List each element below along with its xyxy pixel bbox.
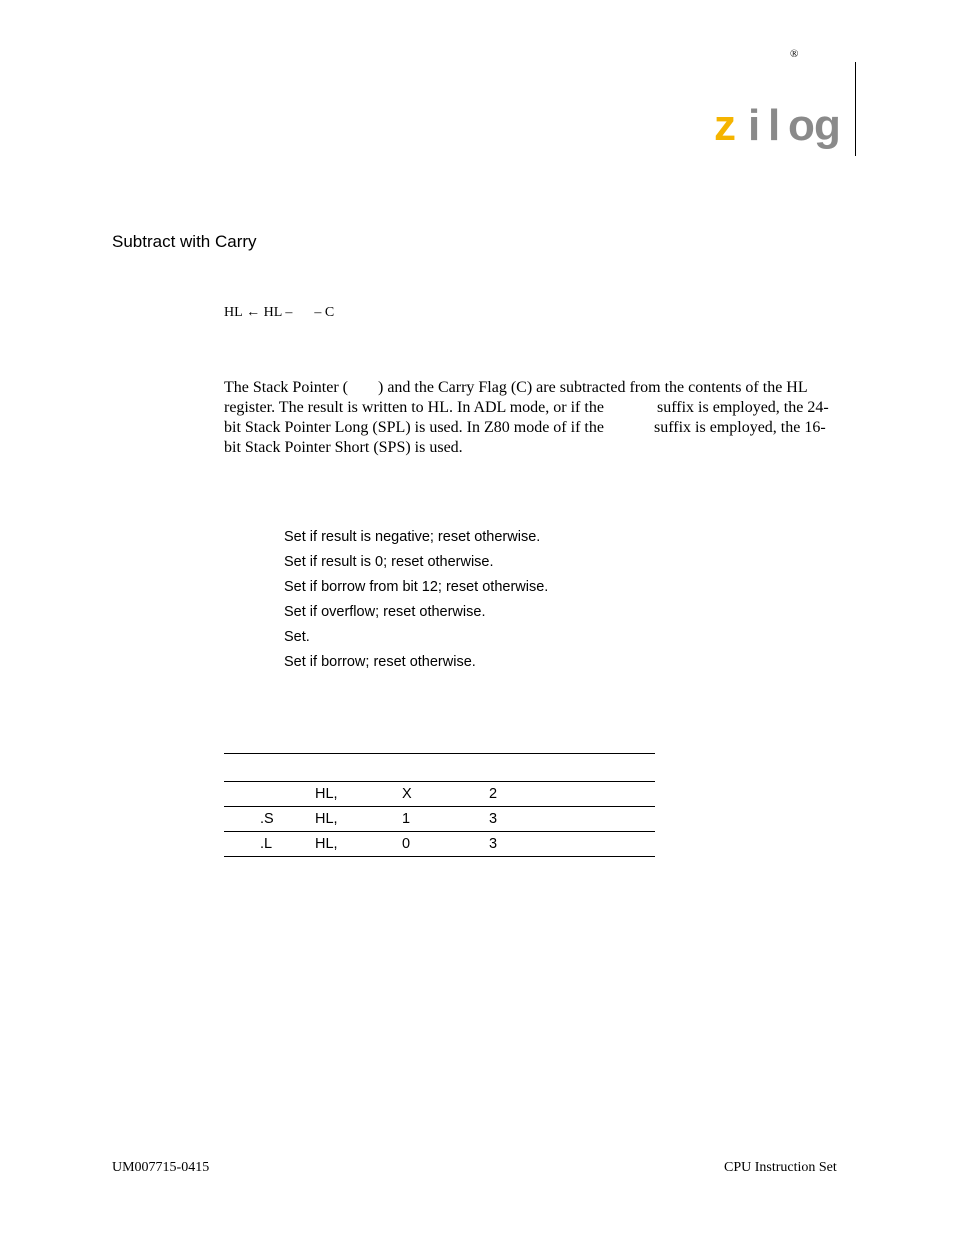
operation-tail: – C <box>314 305 335 320</box>
document-number: UM007715-0415 <box>112 1160 210 1175</box>
logo-letter-g: g <box>814 104 841 150</box>
flag-description: Set if result is 0; reset otherwise. <box>284 554 494 570</box>
logo-letter-l: l <box>768 104 781 150</box>
flag-description: Set if result is negative; reset otherwise. <box>284 529 541 545</box>
cycles-cell: 2 <box>489 786 498 802</box>
cycles-cell: 3 <box>489 836 498 852</box>
flag-description: Set. <box>284 629 310 645</box>
logo-letter-i: i <box>748 104 761 150</box>
table-row <box>224 807 655 831</box>
header-divider <box>855 62 856 156</box>
description-paragraph <box>224 378 844 458</box>
adl-cell: 1 <box>402 811 411 827</box>
operation-arrow: ← <box>246 305 261 320</box>
registered-mark: ® <box>790 48 799 60</box>
adl-cell: X <box>402 786 412 802</box>
operation-expression <box>224 305 334 321</box>
cycles-cell: 3 <box>489 811 498 827</box>
suffix-cell: .S <box>260 811 274 827</box>
description-line: bit Stack Pointer Long (SPL) is used. In Z80 mode of if the suffix is employed, the 16- <box>224 419 826 436</box>
instruction-subtitle: Subtract with Carry <box>112 232 257 251</box>
flag-description: Set if borrow from bit 12; reset otherwise. <box>284 579 549 595</box>
adl-cell: 0 <box>402 836 411 852</box>
section-title: CPU Instruction Set <box>724 1160 837 1175</box>
table-rule <box>224 753 655 754</box>
logo-letter-z: z <box>714 104 736 150</box>
description-line: bit Stack Pointer Short (SPS) is used. <box>224 439 463 456</box>
operand-cell: HL, <box>315 836 338 852</box>
flag-description: Set if borrow; reset otherwise. <box>284 654 476 670</box>
flag-description: Set if overflow; reset otherwise. <box>284 604 486 620</box>
description-line: register. The result is written to HL. In ADL mode, or if the suffix is employed, the 24- <box>224 399 829 416</box>
operand-cell: HL, <box>315 811 338 827</box>
operation-lhs: HL <box>224 305 243 320</box>
condition-bits-list <box>284 527 548 677</box>
table-row <box>224 832 655 856</box>
suffix-cell: .L <box>260 836 273 852</box>
zilog-logo <box>712 104 848 162</box>
table-rule <box>224 856 655 857</box>
operation-rhs: HL – <box>263 305 293 320</box>
description-line: The Stack Pointer ( ) and the Carry Flag (C) are subtracted from the contents of the HL <box>224 379 808 396</box>
logo-letter-o: o <box>788 104 815 150</box>
operand-cell: HL, <box>315 786 338 802</box>
table-row <box>224 782 655 806</box>
